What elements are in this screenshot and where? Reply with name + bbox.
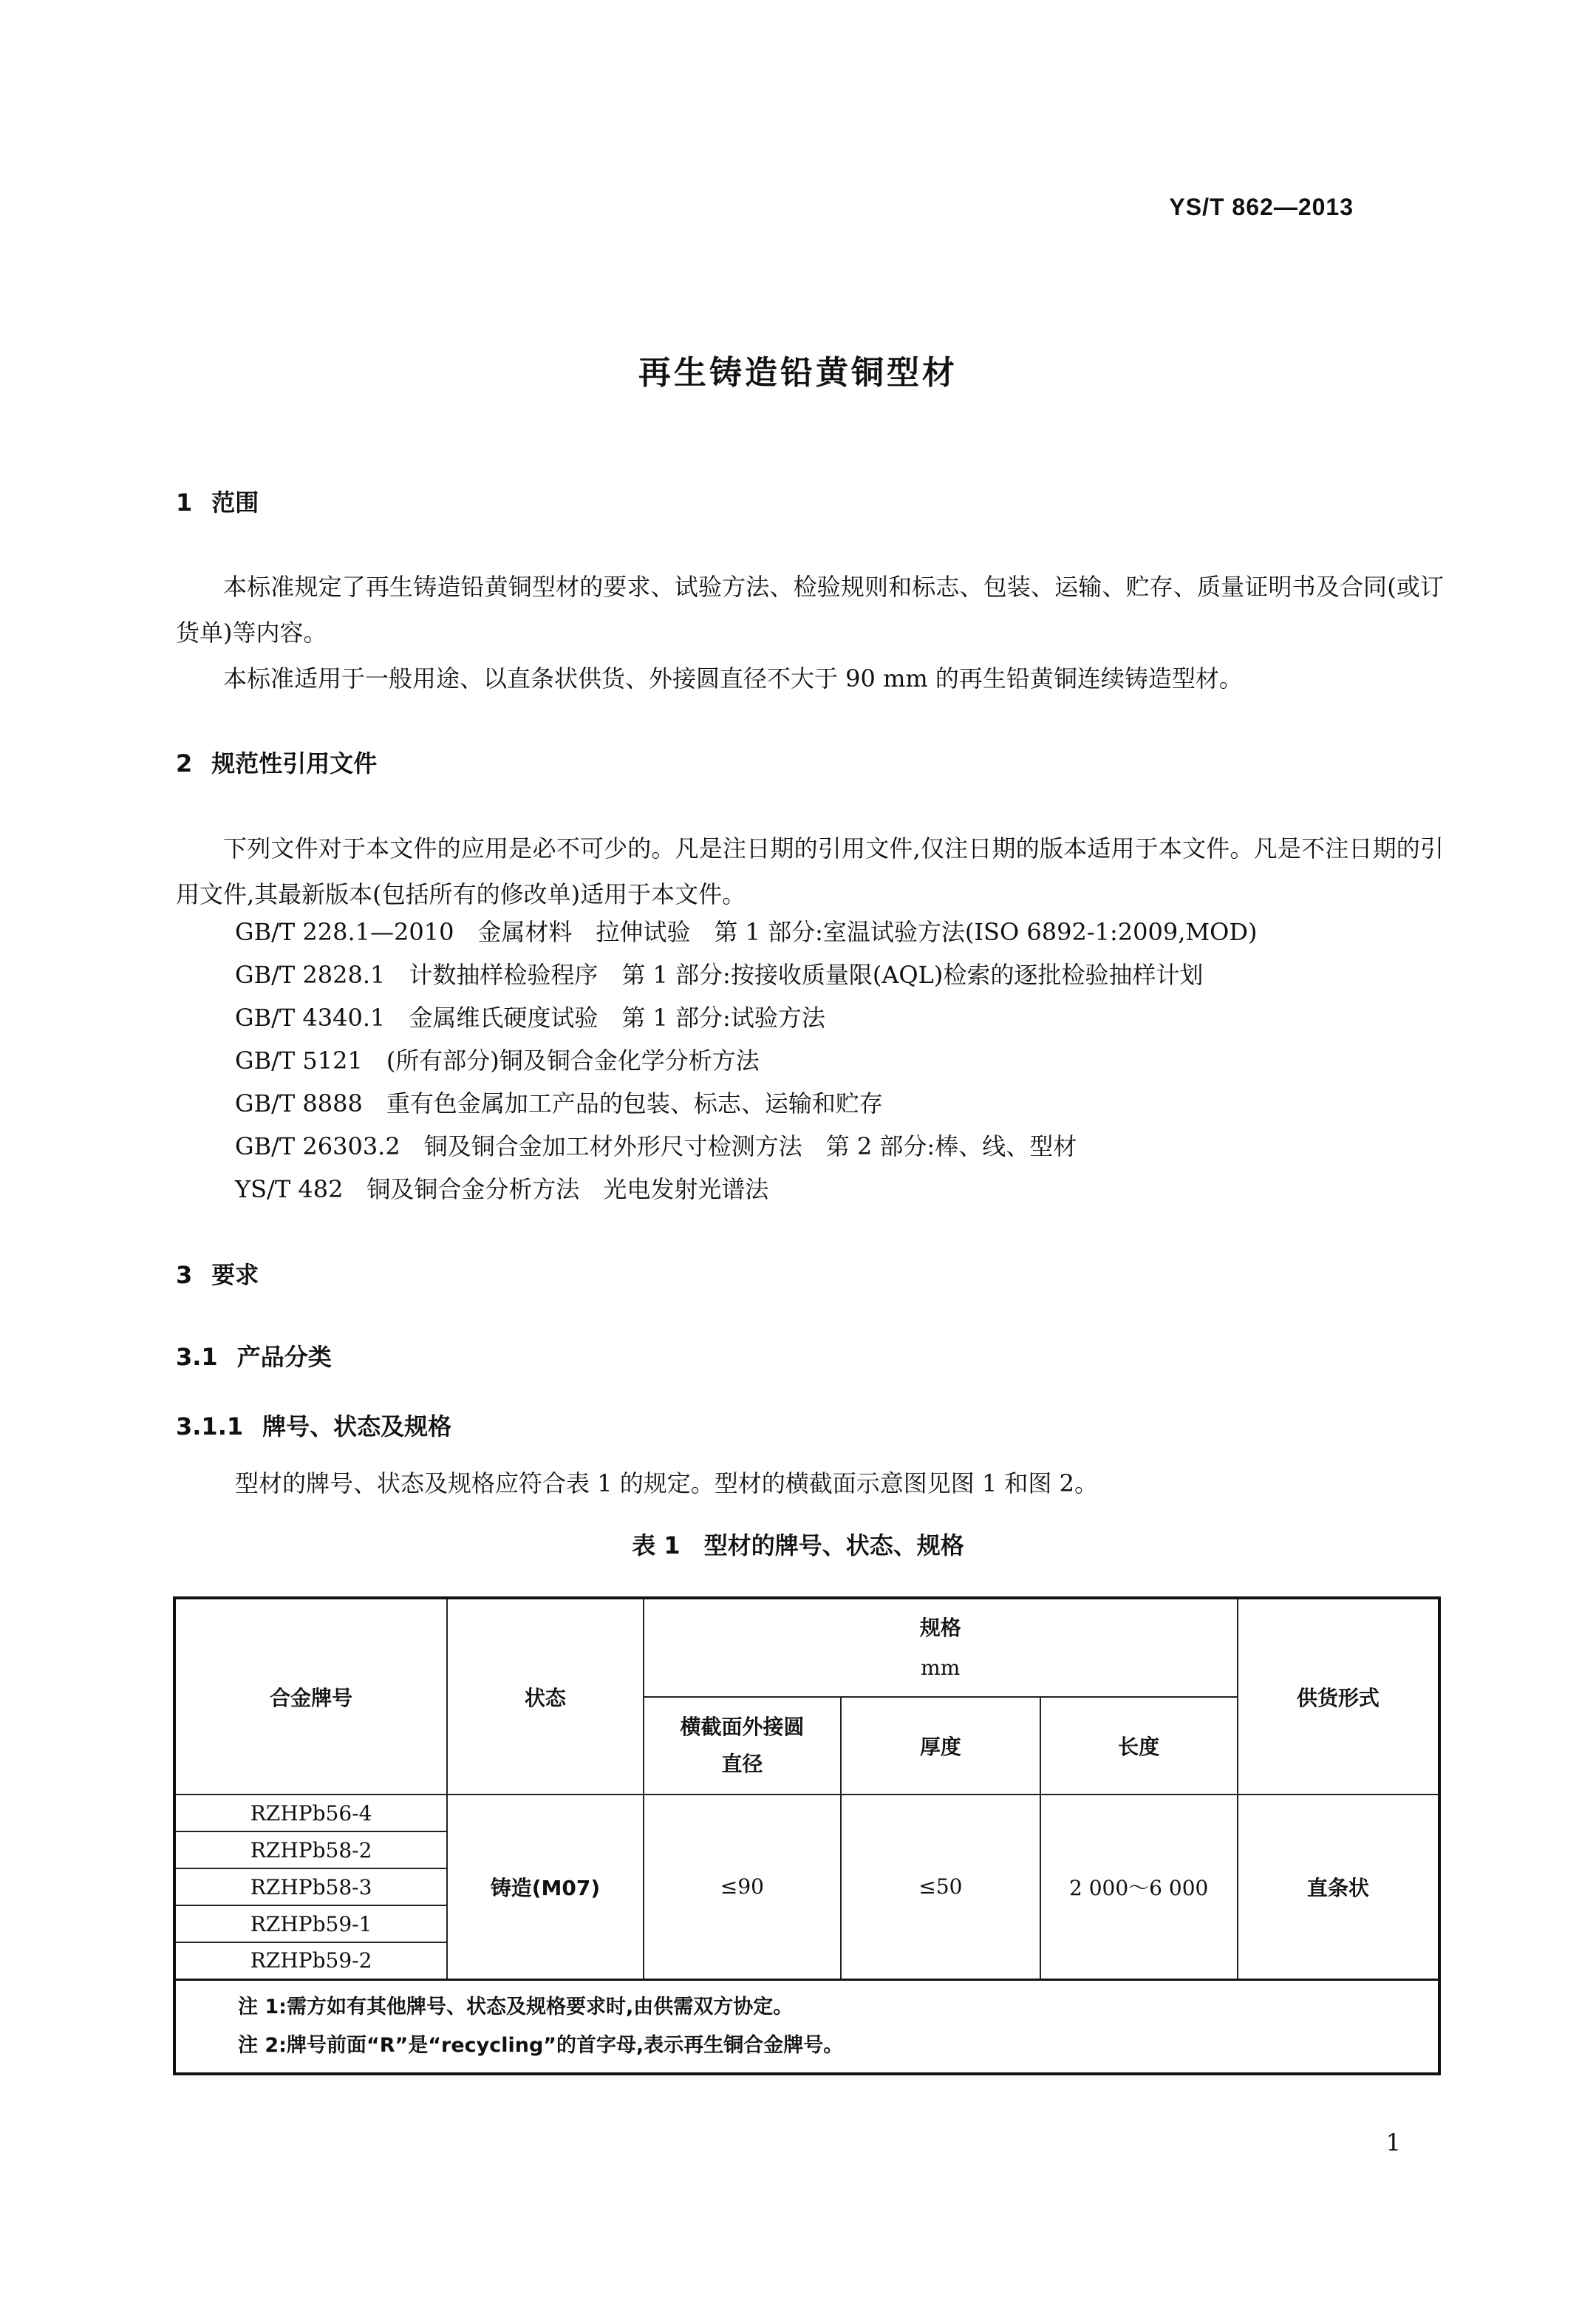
header-spec-unit: mm <box>921 1655 961 1680</box>
header-thickness: 厚度 <box>841 1697 1040 1795</box>
section-title: 牌号、状态及规格 <box>262 1412 452 1440</box>
section-2-heading <box>176 745 377 779</box>
section-1-paragraph-1: 本标准规定了再生铸造铅黄铜型材的要求、试验方法、检验规则和标志、包装、运输、贮存、质量证明书及合同(或订货单)等内容。 <box>176 573 1444 647</box>
alloy-cell: RZHPb58-3 <box>174 1868 447 1905</box>
header-supply: 供货形式 <box>1238 1598 1439 1795</box>
section-3-1-1-text: 型材的牌号、状态及规格应符合表 1 的规定。型材的横截面示意图见图 1 和图 2。 <box>235 1469 1098 1497</box>
header-spec-label: 规格 <box>919 1615 961 1640</box>
reference-item: GB/T 4340.1 金属维氏硬度试验 第 1 部分:试验方法 <box>235 1004 825 1032</box>
header-diameter-label: 横截面外接圆直径 <box>680 1715 805 1776</box>
section-title: 规范性引用文件 <box>211 749 378 778</box>
section-number: 3.1 <box>176 1343 218 1371</box>
header-spec <box>644 1598 1238 1697</box>
supply-cell: 直条状 <box>1238 1795 1439 1979</box>
section-2-intro: 下列文件对于本文件的应用是必不可少的。凡是注日期的引用文件,仅注日期的版本适用于本文件。凡是不注日期的引用文件,其最新版本(包括所有的修改单)适用于本文件。 <box>176 834 1444 908</box>
spec-table <box>173 1596 1441 2075</box>
section-title: 产品分类 <box>236 1343 332 1371</box>
reference-item: GB/T 26303.2 铜及铜合金加工材外形尺寸检测方法 第 2 部分:棒、线、型材 <box>235 1132 1077 1160</box>
table-note: 注 1:需方如有其他牌号、状态及规格要求时,由供需双方协定。 <box>238 1995 794 2018</box>
alloy-cell: RZHPb56-4 <box>174 1795 447 1831</box>
standard-code: YS/T 862—2013 <box>1169 194 1354 220</box>
section-number: 3.1.1 <box>176 1412 244 1440</box>
diameter-cell: ≤90 <box>644 1795 842 1979</box>
thickness-cell: ≤50 <box>841 1795 1040 1979</box>
reference-item: GB/T 8888 重有色金属加工产品的包装、标志、运输和贮存 <box>235 1089 883 1118</box>
section-title: 要求 <box>211 1261 259 1289</box>
header-alloy: 合金牌号 <box>174 1598 447 1795</box>
section-3-heading <box>176 1256 259 1290</box>
section-1-heading <box>176 484 259 518</box>
reference-item: YS/T 482 铜及铜合金分析方法 光电发射光谱法 <box>235 1175 769 1203</box>
header-state: 状态 <box>447 1598 643 1795</box>
reference-item: GB/T 228.1—2010 金属材料 拉伸试验 第 1 部分:室温试验方法(ISO 6892-1:2009,MOD) <box>235 918 1258 946</box>
header-length: 长度 <box>1040 1697 1238 1795</box>
table-notes <box>174 1979 1439 2074</box>
alloy-cell: RZHPb59-2 <box>174 1942 447 1979</box>
page-number: 1 <box>1385 2129 1401 2157</box>
section-1-paragraph-2: 本标准适用于一般用途、以直条状供货、外接圆直径不大于 90 mm 的再生铅黄铜连续铸造型材。 <box>223 664 1243 693</box>
alloy-cell: RZHPb59-1 <box>174 1905 447 1942</box>
table-caption: 表 1 型材的牌号、状态、规格 <box>632 1531 964 1559</box>
section-number: 3 <box>176 1261 193 1289</box>
reference-list <box>235 911 1258 1211</box>
state-cell: 铸造(M07) <box>447 1795 643 1979</box>
section-title: 范围 <box>211 489 259 517</box>
reference-item: GB/T 5121 (所有部分)铜及铜合金化学分析方法 <box>235 1047 760 1075</box>
header-diameter <box>644 1697 842 1795</box>
length-cell: 2 000～6 000 <box>1040 1795 1238 1979</box>
alloy-cell: RZHPb58-2 <box>174 1831 447 1868</box>
section-3-1-1-heading <box>176 1408 451 1442</box>
document-title: 再生铸造铅黄铜型材 <box>638 354 958 392</box>
section-number: 1 <box>176 489 193 517</box>
table-note: 注 2:牌号前面“R”是“recycling”的首字母,表示再生铜合金牌号。 <box>238 2033 844 2057</box>
section-3-1-heading <box>176 1338 332 1372</box>
section-number: 2 <box>176 749 193 778</box>
reference-item: GB/T 2828.1 计数抽样检验程序 第 1 部分:按接收质量限(AQL)检索的逐批检验抽样计划 <box>235 961 1204 989</box>
